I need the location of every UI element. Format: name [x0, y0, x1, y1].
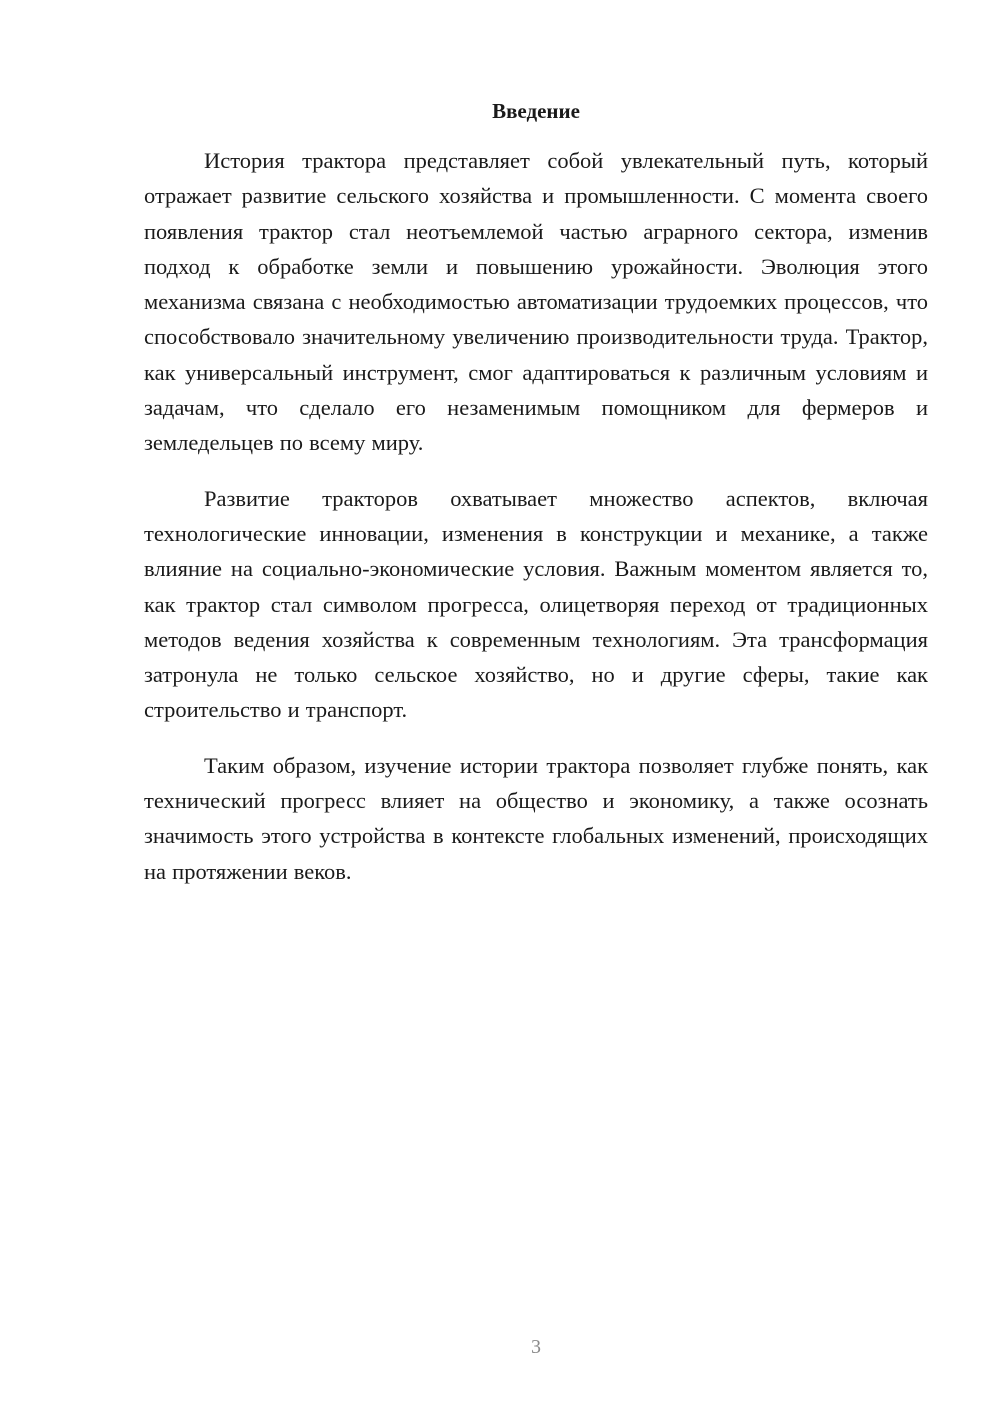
paragraph-1: История трактора представляет собой увлекательный путь, который отражает развитие сельского хозяйства и промышленности. С момента своего появления трактор стал неотъемлемой частью аграрного сектора, изменив подход к обработке земли и повышению урожайности. Эволюция этого механизма связана с необходимостью автоматизации трудоемких процессов, что способствовало значительному увеличению производительности труда. Трактор, как универсальный инструмент, смог адаптироваться к различным условиям и задачам, что сделало его незаменимым помощником для фермеров и земледельцев по всему миру. [144, 148, 928, 456]
paragraph-2: Развитие тракторов охватывает множество аспектов, включая технологические инновации, изменения в конструкции и механике, а также влияние на социально-экономические условия. Важным моментом является то, как трактор стал символом прогресса, олицетворяя переход от традиционных методов ведения хозяйства к современным технологиям. Эта трансформация затронула не только сельское хозяйство, но и другие сферы, такие как строительство и транспорт. [144, 485, 928, 723]
paragraph-3: Таким образом, изучение истории трактора позволяет глубже понять, как технический прогресс влияет на общество и экономику, а также осознать значимость этого устройства в контексте глобальных изменений, происходящих на протяжении веков. [144, 752, 928, 884]
page-number: 3 [531, 1336, 541, 1358]
body-text [144, 143, 928, 909]
section-heading: Введение [492, 99, 580, 123]
